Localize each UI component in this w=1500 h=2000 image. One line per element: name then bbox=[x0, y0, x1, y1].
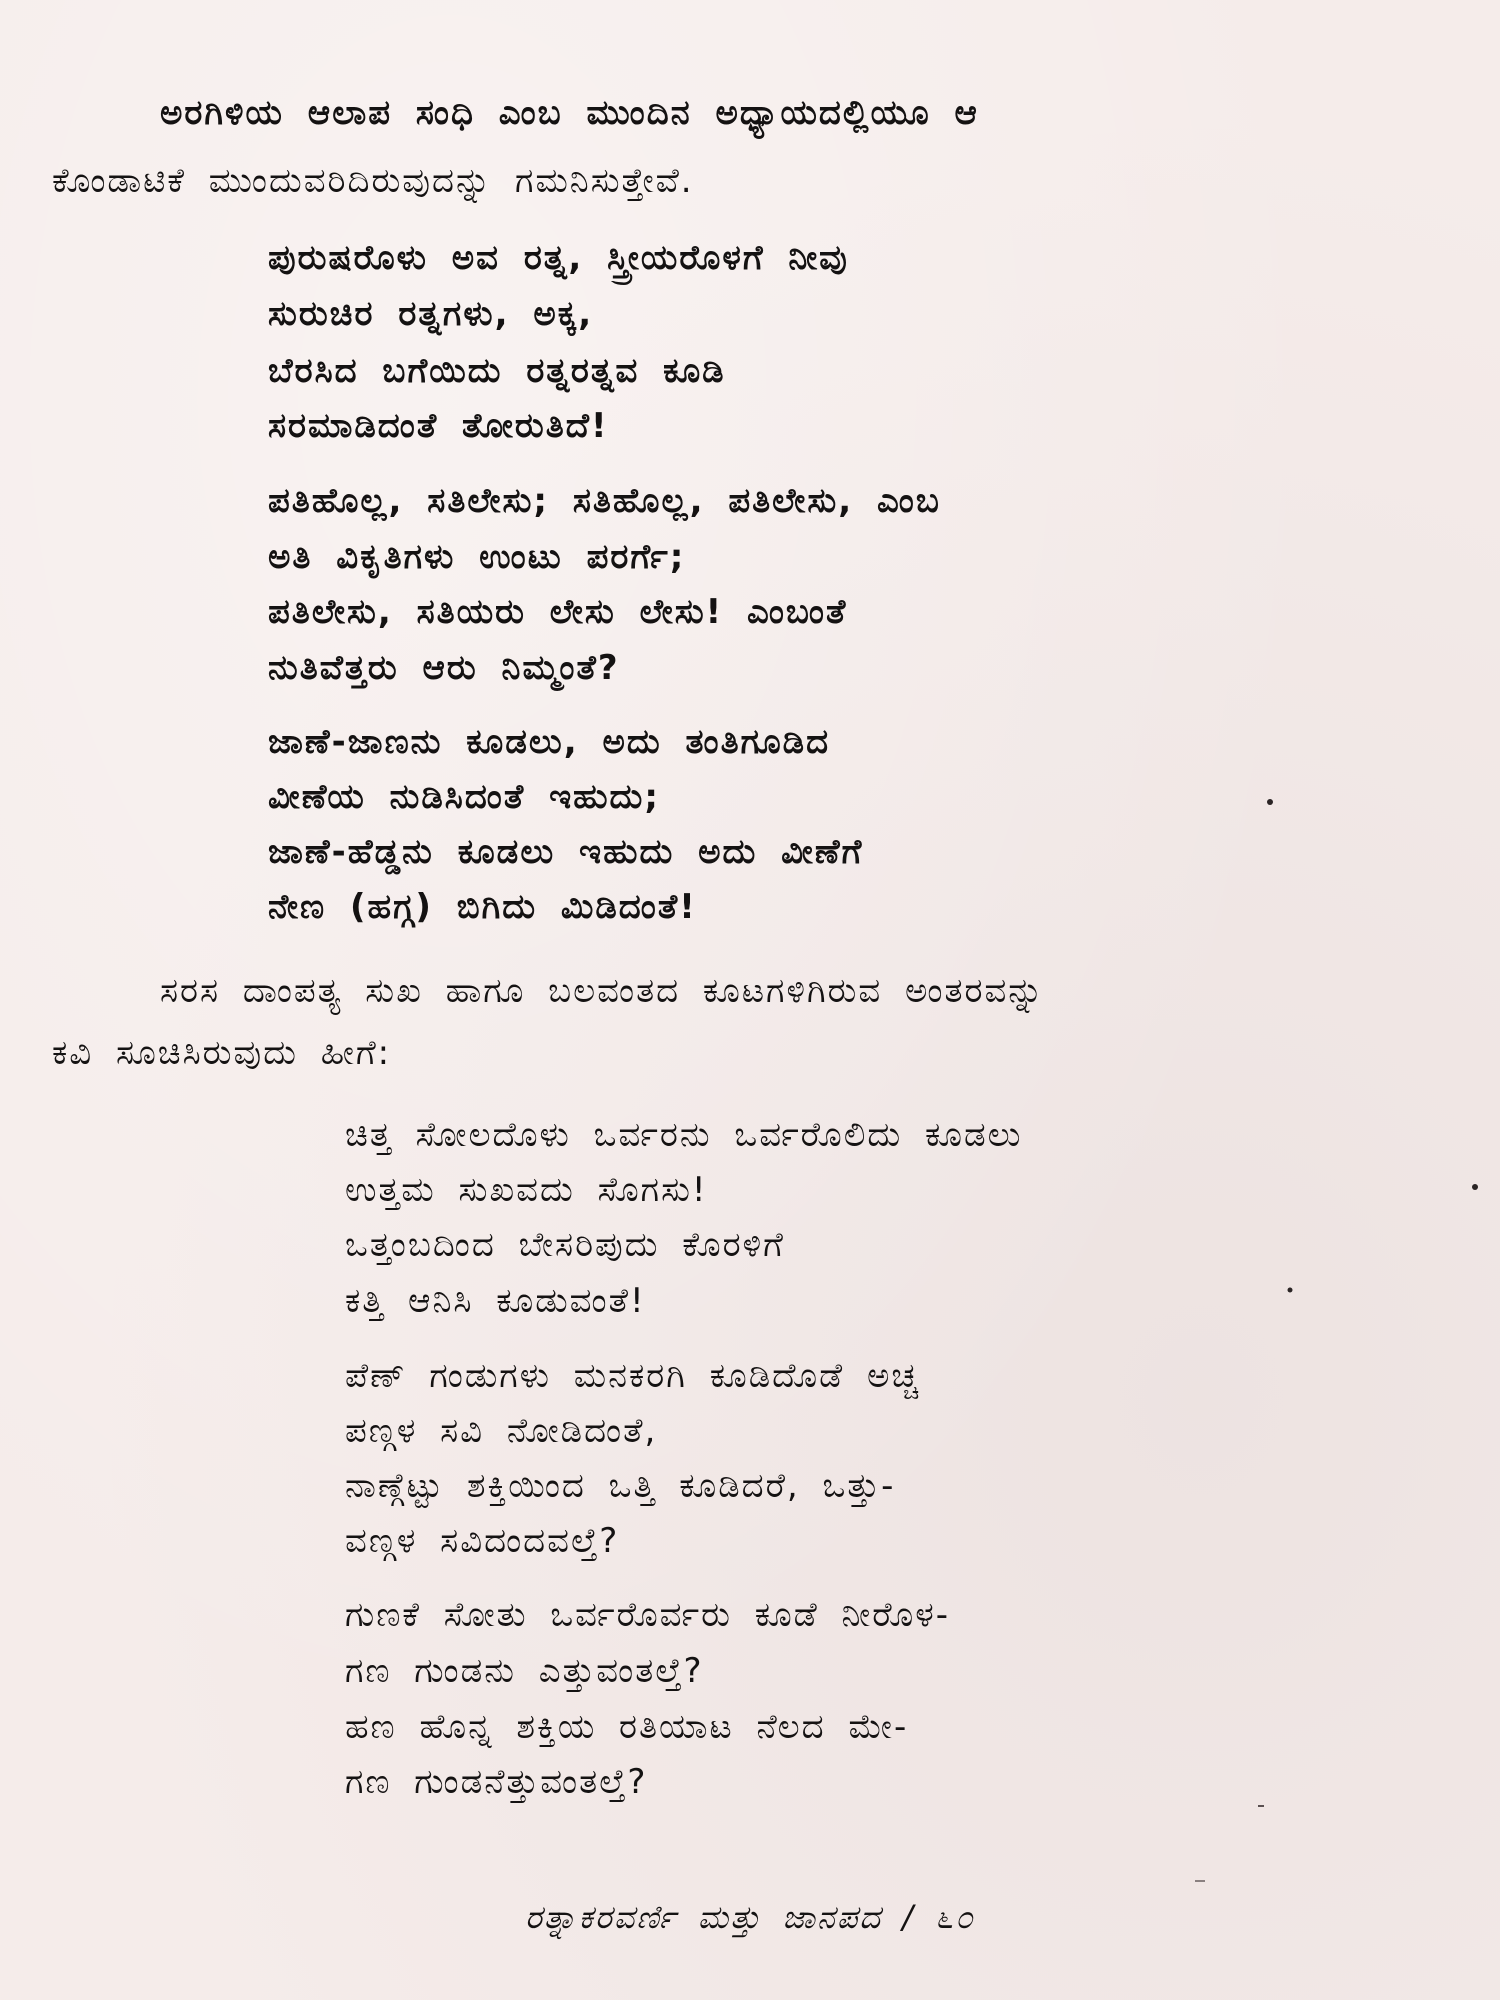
verse1-line: ನೇಣ (ಹಗ್ಗ) ಬಿಗಿದು ಮಿಡಿದಂತೆ! bbox=[268, 887, 697, 927]
verse1-line: ಬೆರಸಿದ ಬಗೆಯಿದು ರತ್ನರತ್ನವ ಕೂಡಿ bbox=[268, 351, 726, 391]
verse2-line: ಗಣ ಗುಂಡನು ಎತ್ತುವಂತಲ್ತೆ? bbox=[345, 1651, 704, 1691]
page-footer: ರತ್ನಾಕರವರ್ಣಿ ಮತ್ತು ಜಾನಪದ / ೬೦ bbox=[525, 1898, 975, 1936]
paragraph1-line2: ಕೊಂಡಾಟಿಕೆ ಮುಂದುವರಿದಿರುವುದನ್ನು ಗಮನಿಸುತ್ತೇವೆ. bbox=[52, 161, 694, 201]
paragraph2-line1: ಸರಸ ದಾಂಪತ್ಯ ಸುಖ ಹಾಗೂ ಬಲವಂತದ ಕೂಟಗಳಿಗಿರುವ ಅಂತರವನ್ನು bbox=[160, 971, 1045, 1011]
verse2-line: ಕತ್ತಿ ಆನಿಸಿ ಕೂಡುವಂತೆ! bbox=[345, 1281, 646, 1321]
verse2-line: ಪಣ್ಗಳ ಸವಿ ನೋಡಿದಂತೆ, bbox=[345, 1411, 658, 1451]
verse2-line: ಪೆಣ್ ಗಂಡುಗಳು ಮನಕರಗಿ ಕೂಡಿದೊಡೆ ಅಚ್ಚ bbox=[345, 1356, 920, 1396]
verse2-line: ಉತ್ತಮ ಸುಖವದು ಸೊಗಸು! bbox=[345, 1170, 708, 1210]
verse1-line: ಸರಮಾಡಿದಂತೆ ತೋರುತಿದೆ! bbox=[268, 406, 609, 446]
verse1-line: ಜಾಣೆ-ಜಾಣನು ಕೂಡಲು, ಅದು ತಂತಿಗೂಡಿದ bbox=[268, 722, 831, 762]
verse1-line: ನುತಿವೆತ್ತರು ಆರು ನಿಮ್ಮಂತೆ? bbox=[268, 648, 620, 688]
verse1-line: ಜಾಣೆ-ಹೆಡ್ಡನು ಕೂಡಲು ಇಹುದು ಅದು ವೀಣೆಗೆ bbox=[268, 832, 864, 872]
verse2-line: ವಣ್ಗಳ ಸವಿದಂದವಲ್ತೆ? bbox=[345, 1521, 620, 1561]
verse2-line: ಚಿತ್ತ ಸೋಲದೊಳು ಒರ್ವರನು ಒರ್ವರೊಲಿದು ಕೂಡಲು bbox=[345, 1115, 1023, 1155]
paragraph2-line2: ಕವಿ ಸೂಚಿಸಿರುವುದು ಹೀಗೆ: bbox=[52, 1033, 392, 1073]
verse2-line: ಒತ್ತಂಬದಿಂದ ಬೇಸರಿಪುದು ಕೊರಳಿಗೆ bbox=[345, 1225, 785, 1265]
verse2-line: ಗಣ ಗುಂಡನೆತ್ತುವಂತಲ್ತೆ? bbox=[345, 1762, 648, 1802]
verse1-line: ವೀಣೆಯ ನುಡಿಸಿದಂತೆ ಇಹುದು; bbox=[268, 777, 660, 817]
verse1-line: ಅತಿ ವಿಕೃತಿಗಳು ಉಂಟು ಪರರ್ಗೆ; bbox=[268, 537, 686, 577]
verse1-line: ಸುರುಚಿರ ರತ್ನಗಳು, ಅಕ್ಕ, bbox=[268, 294, 594, 334]
verse2-line: ಹಣ ಹೊನ್ನ ಶಕ್ತಿಯ ರತಿಯಾಟ ನೆಲದ ಮೇ- bbox=[345, 1707, 909, 1747]
verse1-line: ಪುರುಷರೊಳು ಅವ ರತ್ನ, ಸ್ತ್ರೀಯರೊಳಗೆ ನೀವು bbox=[268, 238, 849, 278]
paragraph1-line1: ಅರಗಿಳಿಯ ಆಲಾಪ ಸಂಧಿ ಎಂಬ ಮುಂದಿನ ಅಧ್ಯಾಯದಲ್ಲಿಯೂ ಆ bbox=[160, 93, 979, 133]
verse1-line: ಪತಿಹೊಲ್ಲ, ಸತಿಲೇಸು; ಸತಿಹೊಲ್ಲ, ಪತಿಲೇಸು, ಎಂಬ bbox=[268, 481, 941, 521]
verse2-line: ನಾಣ್ಗೆಟ್ಟು ಶಕ್ತಿಯಿಂದ ಒತ್ತಿ ಕೂಡಿದರೆ, ಒತ್ತು- bbox=[345, 1466, 896, 1506]
verse1-line: ಪತಿಲೇಸು, ಸತಿಯರು ಲೇಸು ಲೇಸು! ಎಂಬಂತೆ bbox=[268, 592, 848, 632]
verse2-line: ಗುಣಕೆ ಸೋತು ಒರ್ವರೊರ್ವರು ಕೂಡೆ ನೀರೊಳ- bbox=[345, 1595, 950, 1635]
